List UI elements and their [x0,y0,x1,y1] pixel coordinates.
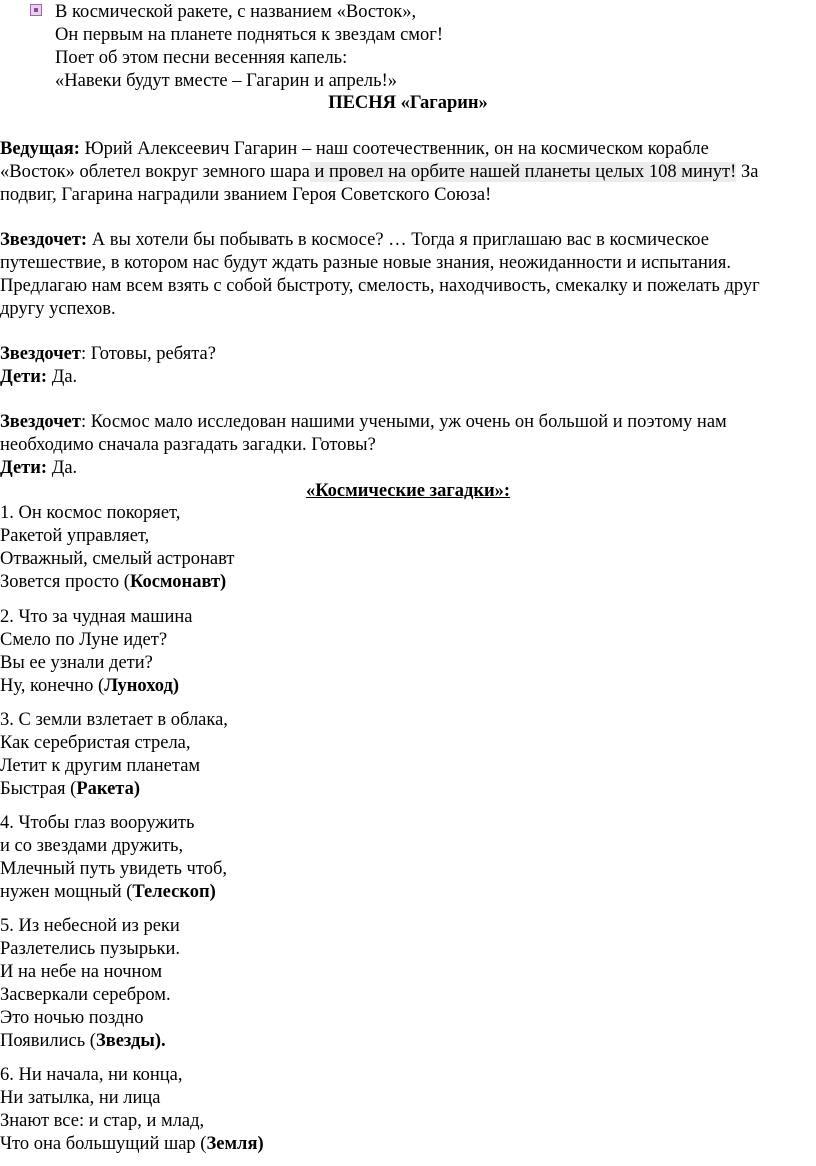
riddle-line: 6. Ни начала, ни конца, [0,1065,183,1085]
host-line-3: подвиг, Гагарина наградили званием Героя Советского Союза! [0,185,492,205]
zvezdochet-line-4: другу успехов. [0,299,116,319]
riddle-text: Ну, конечно ( [0,676,105,696]
riddles-title [0,480,816,502]
host-text: Юрий Алексеевич Гагарин – наш соотечественник, он на космическом корабле [79,139,709,159]
riddle-line: и со звездами дружить, [0,836,184,856]
zvezdochet-text: А вы хотели бы побывать в космосе? … Тогда я приглашаю вас в космическое [87,230,709,250]
riddle-line: Знают все: и стар, и млад, [0,1111,205,1131]
riddle-answer: Земля) [206,1134,264,1154]
zvezdochet-line-1 [0,229,709,251]
poem-line: «Навеки будут вместе – Гагарин и апрель!» [55,71,397,91]
speaker-zvezdochet: Звездочет [0,412,81,432]
host-line-1 [0,138,709,160]
riddle-line: Летит к другим планетам [0,756,201,776]
riddle-text: Появились ( [0,1031,96,1051]
riddle-line: Отважный, смелый астронавт [0,549,235,569]
children-text: Да. [47,367,78,387]
speaker-children: Дети: [0,458,48,478]
riddle-line: Млечный путь увидеть чтоб, [0,859,227,879]
children-line [0,457,77,479]
children-line [0,366,77,388]
riddle-answer: Луноход) [104,676,180,696]
host-line-2 [0,161,758,183]
riddle-line: Вы ее узнали дети? [0,653,153,673]
riddle-line: Разлетелись пузырьки. [0,939,181,959]
riddle-answer: Звезды). [95,1031,166,1051]
riddle-answer: Телескоп) [132,882,216,902]
riddle-answer: Космонавт) [129,572,227,592]
riddle-text: Зовется просто ( [0,572,130,592]
riddles-title-text: «Космические загадки»: [305,481,511,501]
riddle-answer-line [0,881,216,903]
zvezdochet-line [0,343,216,365]
riddle-answer-line [0,571,226,593]
speaker-children: Дети: [0,367,48,387]
riddle-line: 2. Что за чудная машина [0,607,193,627]
host-text: За [736,162,759,182]
riddle-line: Смело по Луне идет? [0,630,168,650]
riddle-answer-line [0,675,179,697]
riddle-text: Быстрая ( [0,779,77,799]
riddle-line: И на небе на ночном [0,962,163,982]
riddle-answer-line [0,1030,166,1052]
zvezdochet-line-2: путешествие, в котором нас будут ждать разные новые знания, неожиданности и испытания. [0,253,731,273]
host-text-highlight: и провел на орбите нашей планеты целых 108 минут! [309,162,737,182]
bullet-icon [30,4,42,16]
zvezdochet-line-2: необходимо сначала разгадать загадки. Готовы? [0,435,376,455]
zvezdochet-text: : Космос мало исследован нашими учеными, уж очень он большой и поэтому нам [80,412,727,432]
zvezdochet-text: : Готовы, ребята? [80,344,216,364]
riddle-text: Что она большущий шар ( [0,1134,207,1154]
riddle-text: нужен мощный ( [0,882,133,902]
riddle-line: Это ночью поздно [0,1008,144,1028]
riddle-line: Ни затылка, ни лица [0,1088,161,1108]
poem-line: Он первым на планете подняться к звездам смог! [55,25,443,45]
riddle-line: 1. Он космос покоряет, [0,503,181,523]
children-text: Да. [47,458,78,478]
riddle-answer: Ракета) [76,779,141,799]
zvezdochet-line-1 [0,411,727,433]
riddle-answer-line [0,778,140,800]
speaker-host: Ведущая: [0,139,80,159]
riddle-line: 5. Из небесной из реки [0,916,180,936]
song-title: ПЕСНЯ «Гагарин» [328,93,488,113]
zvezdochet-line-3: Предлагаю нам всем взять с собой быстроту, смелость, находчивость, смекалку и пожелать друг [0,276,760,296]
poem-line: В космической ракете, с названием «Восток», [55,2,417,22]
riddle-line: Засверкали серебром. [0,985,171,1005]
riddle-answer-line [0,1133,264,1155]
poem-line: Поет об этом песни весенняя капель: [55,48,348,68]
riddle-line: Как серебристая стрела, [0,733,191,753]
host-text: «Восток» облетел вокруг земного шара [0,162,310,182]
riddle-line: 4. Чтобы глаз вооружить [0,813,195,833]
speaker-zvezdochet: Звездочет: [0,230,88,250]
riddle-line: 3. С земли взлетает в облака, [0,710,228,730]
speaker-zvezdochet: Звездочет [0,344,81,364]
riddle-line: Ракетой управляет, [0,526,150,546]
